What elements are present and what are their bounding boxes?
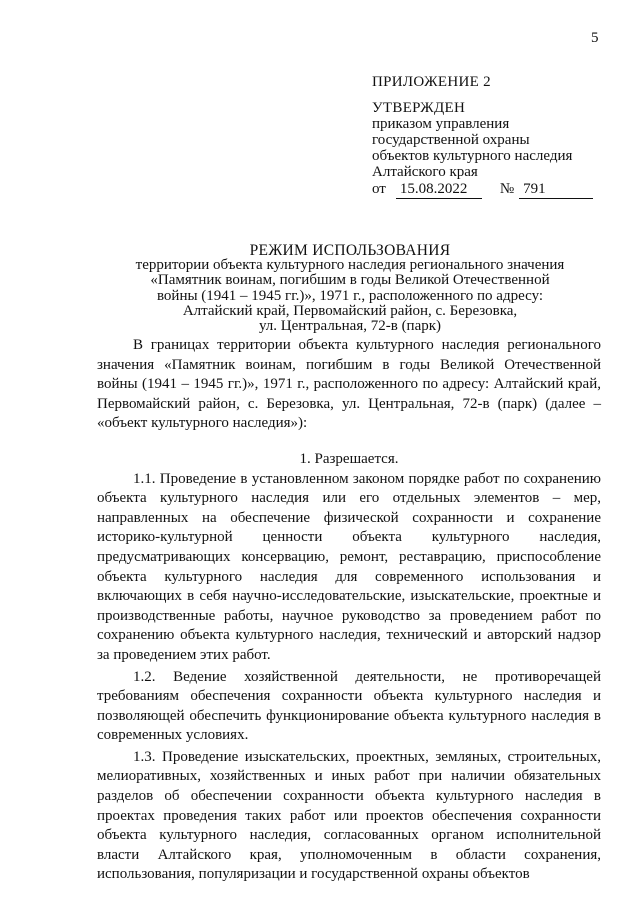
approved-label: УТВЕРЖДЕН: [372, 100, 466, 116]
order-date: 15.08.2022: [396, 181, 482, 199]
order-line: [372, 181, 612, 199]
heading-line: Алтайский край, Первомайский район, с. Березовка,: [182, 302, 518, 319]
document-body: [97, 336, 601, 885]
appendix-title: ПРИЛОЖЕНИЕ 2: [372, 74, 491, 90]
item-1-1: 1.1. Проведение в установленном законом порядке работ по сохранению объекта культурного наследия или его отдельных элементов – мер, направленных на обеспечение физической сохранности и сохранение историко-культурной ценности объекта культурного наследия, предусматривающих консервацию, ремонт, реставрацию, приспособление объекта культурного наследия для современного использования и включающих в себя научно-исследовательские, изыскательские, проектные и производственные работы, научное руководство за проведением работ по сохранению объекта культурного наследия, технический и авторский надзор за проведением этих работ.: [97, 470, 601, 663]
page-number: 5: [591, 30, 599, 46]
document-heading: [60, 243, 640, 334]
document-title: РЕЖИМ ИСПОЛЬЗОВАНИЯ: [249, 242, 451, 259]
approval-line: приказом управления: [372, 116, 510, 132]
order-number-sign: №: [499, 181, 515, 197]
section-1-title: 1. Разрешается.: [299, 450, 399, 467]
approval-line: объектов культурного наследия: [372, 148, 573, 164]
heading-line: войны (1941 – 1945 гг.)», 1971 г., расположенного по адресу:: [156, 287, 544, 304]
intro-paragraph: В границах территории объекта культурного наследия регионального значения «Памятник воинам, погибшим в годы Великой Отечественной войны (1941 – 1945 гг.)», 1971 г., расположенного по адресу: Алтайский край, Первомайский район, с. Березовка, ул. Центральная, 72-в (парк) (далее – «объект культурного наследия»):: [97, 337, 601, 432]
approval-line: государственной охраны: [372, 132, 530, 148]
heading-line: «Памятник воинам, погибшим в годы Великой Отечественной: [150, 272, 550, 289]
approval-block: [372, 74, 612, 199]
order-from-label: от: [372, 181, 386, 197]
item-1-3: 1.3. Проведение изыскательских, проектных, земляных, строительных, мелиоративных, хозяйственных и иных работ при наличии обязательных разделов об обеспечении сохранности объекта культурного наследия в проектах проведения таких работ или проектов обеспечения сохранности объекта культурного наследия, согласованных органом исполнительной власти Алтайского края, уполномоченным в области сохранения, использования, популяризации и государственной охраны объектов: [97, 748, 601, 883]
heading-line: ул. Центральная, 72-в (парк): [258, 318, 442, 335]
order-number: 791: [519, 181, 593, 199]
approval-line: Алтайского края: [372, 164, 478, 180]
heading-line: территории объекта культурного наследия регионального значения: [135, 257, 565, 274]
item-1-2: 1.2. Ведение хозяйственной деятельности, не противоречащей требованиям обеспечения сохранности объекта культурного наследия и позволяющей обеспечить функционирование объекта культурного наследия в современных условиях.: [97, 668, 601, 744]
